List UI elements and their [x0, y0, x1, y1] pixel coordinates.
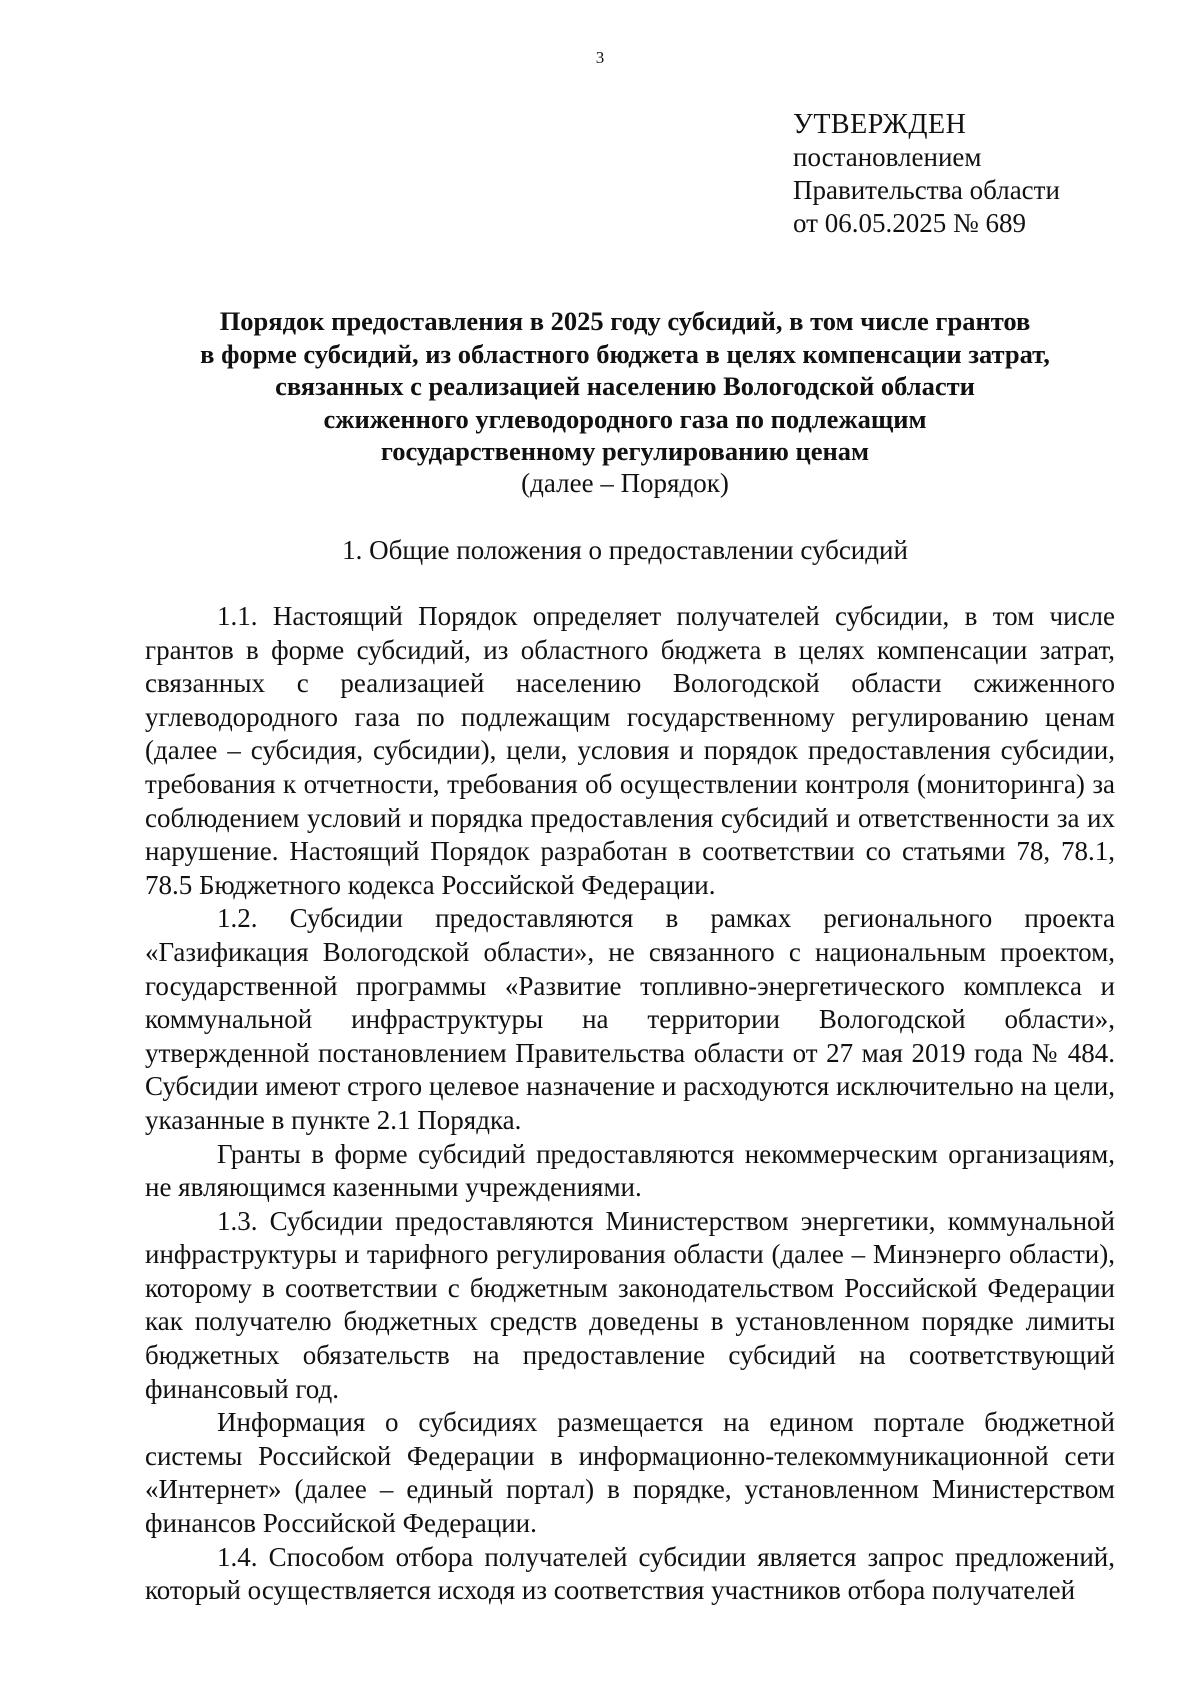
document-subtitle: (далее – Порядок): [521, 468, 729, 498]
approval-date-number: от 06.05.2025 № 689: [793, 208, 1026, 238]
section-heading: 1. Общие положения о предоставлении субсидий: [342, 535, 908, 565]
title-line: связанных с реализацией населению Вологодской области: [275, 371, 975, 401]
paragraph: 1.1. Настоящий Порядок определяет получателей субсидии, в том числе грантов в форме субсидий, из областного бюджета в целях компенсации затрат, связанных с реализацией населению Вологодской области сжиженного углеводородного газа по подлежащим государственному регулированию ценам (далее – субсидия, субсидии), цели, условия и порядок предоставления субсидии, требования к отчетности, требования об осуществлении контроля (мониторинга) за соблюдением условий и порядка предоставления субсидий и ответственности за их нарушение. Настоящий Порядок разработан в соответствии со статьями 78, 78.1, 78.5 Бюджетного кодекса Российской Федерации.: [145, 601, 1115, 900]
title-line: в форме субсидий, из областного бюджета в целях компенсации затрат,: [200, 338, 1050, 369]
approval-line: постановлением: [793, 142, 982, 172]
title-line: сжиженного углеводородного газа по подлежащим: [323, 403, 927, 434]
paragraph: 1.2. Субсидии предоставляются в рамках регионального проекта «Газификация Вологодской области», не связанного с национальным проектом, государственной программы «Развитие топливно-энергетического комплекса и коммунальной инфраструктуры на территории Вологодской области», утвержденной постановлением Правительства области от 27 мая 2019 года № 484. Субсидии имеют строго целевое назначение и расходуются исключительно на цели, указанные в пункте 2.1 Порядка.: [145, 903, 1115, 1135]
title-line: Порядок предоставления в 2025 году субсидий, в том числе грантов: [219, 306, 1031, 336]
paragraph: 1.4. Способом отбора получателей субсидии является запрос предложений, который осуществляется исходя из соответствия участников отбора получателей: [145, 1541, 1115, 1606]
approval-stamp: УТВЕРЖДЕН: [793, 109, 967, 140]
page-number: 3: [595, 48, 605, 67]
paragraph: 1.3. Субсидии предоставляются Министерством энергетики, коммунальной инфраструктуры и тарифного регулирования области (далее – Минэнерго области), которому в соответствии с бюджетным законодательством Российской Федерации как получателю бюджетных средств доведены в установленном порядке лимиты бюджетных обязательств на предоставление субсидий на соответствующий финансовый год.: [145, 1205, 1115, 1404]
paragraph: Гранты в форме субсидий предоставляются некоммерческим организациям, не являющимся казенными учреждениями.: [145, 1138, 1115, 1203]
approval-line: Правительства области: [793, 175, 1060, 205]
approval-block: [793, 108, 1060, 240]
document-body: [145, 600, 1115, 1608]
title-line: государственному регулированию ценам: [380, 436, 870, 466]
document-title: [150, 305, 1100, 468]
paragraph: Информация о субсидиях размещается на едином портале бюджетной системы Российской Федерации в информационно-телекоммуникационной сети «Интернет» (далее – единый портал) в порядке, установленном Министерством финансов Российской Федерации.: [145, 1407, 1115, 1539]
